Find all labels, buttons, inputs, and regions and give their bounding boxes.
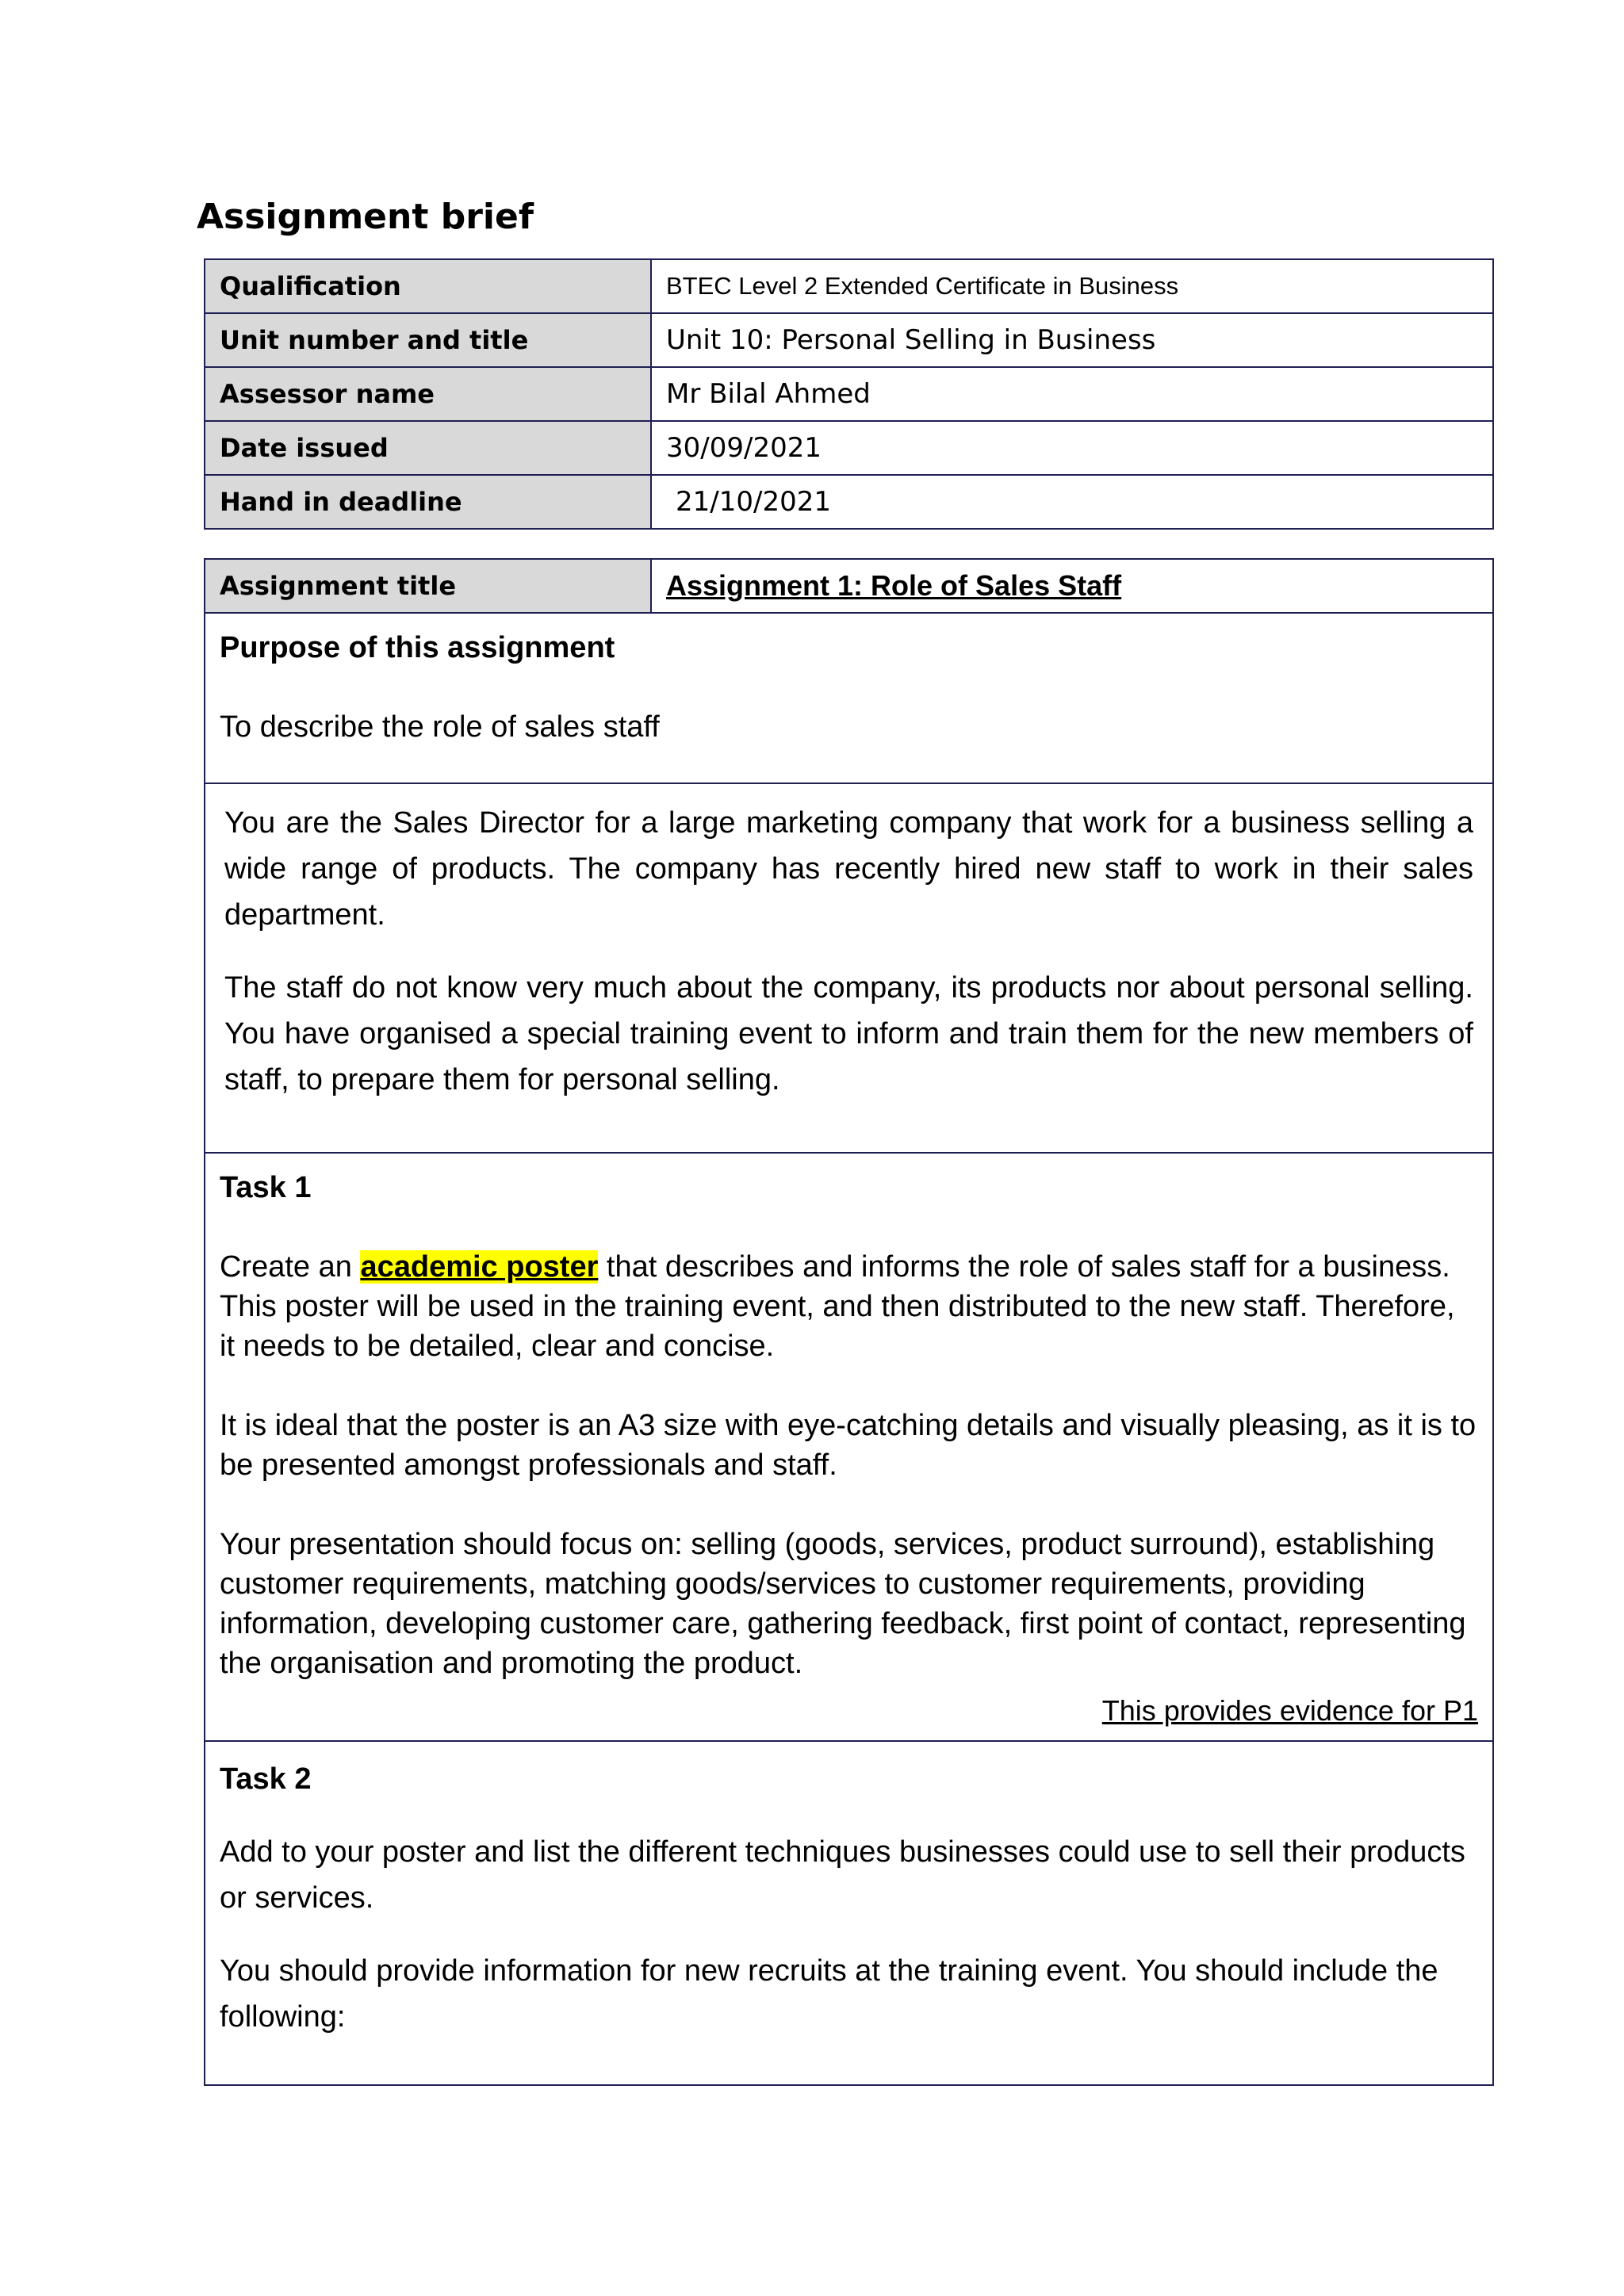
task2-paragraph: You should provide information for new recruits at the training event. You should include the following:: [220, 1954, 1438, 2034]
table-row: [205, 475, 1493, 529]
task1-intro-after: that describes and informs the role of sales staff for a business. This poster will be used in the training event, and then distributed to the new staff. Therefore, it needs to be detailed, clear and concise.: [220, 1250, 1455, 1363]
task1-paragraph: Your presentation should focus on: selling (goods, services, product surround), establishing customer requirements, matching goods/services to customer requirements, providing information, developing customer care, gathering feedback, first point of contact, representing the organisation and promoting the product.: [220, 1528, 1466, 1680]
table-row: [205, 613, 1493, 783]
qualification-label: Qualification: [205, 259, 651, 313]
purpose-cell: [205, 613, 1493, 783]
qualification-value: BTEC Level 2 Extended Certificate in Business: [651, 259, 1493, 313]
unit-value: Unit 10: Personal Selling in Business: [651, 313, 1493, 367]
scenario-cell: [205, 783, 1493, 1153]
table-row: [205, 559, 1493, 613]
table-row: [205, 783, 1493, 1153]
task1-paragraph: It is ideal that the poster is an A3 size with eye-catching details and visually pleasing, as it is to be presented amongst professionals and staff.: [220, 1409, 1477, 1482]
task2-paragraph: Add to your poster and list the different techniques businesses could use to sell their products or services.: [220, 1835, 1465, 1915]
table-row: [205, 421, 1493, 475]
assignment-title-cell: [651, 559, 1493, 613]
page-title: Assignment brief: [197, 197, 534, 237]
evidence-note: This provides evidence for P1: [1101, 1694, 1478, 1727]
table-row: [205, 1741, 1493, 2085]
table-row: [205, 259, 1493, 313]
assignment-table: [204, 558, 1494, 2086]
task1-cell: [205, 1153, 1493, 1741]
deadline-value: 21/10/2021: [651, 475, 1493, 529]
scenario-paragraph: The staff do not know very much about the company, its products nor about personal selling. You have organised a special training event to inform and train them for the new members of staff, to prepare them for personal selling.: [224, 971, 1473, 1096]
task2-heading: Task 2: [220, 1762, 312, 1796]
spacer: [220, 668, 1478, 707]
unit-label: Unit number and title: [205, 313, 651, 367]
assignment-title-value: Assignment 1: Role of Sales Staff: [666, 569, 1122, 602]
purpose-text: To describe the role of sales staff: [220, 710, 660, 744]
highlighted-term: academic poster: [360, 1250, 599, 1284]
deadline-label: Hand in deadline: [205, 475, 651, 529]
assignment-title-label: Assignment title: [205, 559, 651, 613]
table-row: [205, 313, 1493, 367]
task1-intro-before: Create an: [220, 1250, 361, 1284]
assessor-value: Mr Bilal Ahmed: [651, 367, 1493, 421]
task1-heading: Task 1: [220, 1171, 312, 1204]
table-row: [205, 1153, 1493, 1741]
date-issued-label: Date issued: [205, 421, 651, 475]
details-table: [204, 258, 1494, 530]
table-row: [205, 367, 1493, 421]
assessor-label: Assessor name: [205, 367, 651, 421]
scenario-paragraph: You are the Sales Director for a large marketing company that work for a business selling a wide range of products. The company has recently hired new staff to work in their sales department.: [224, 806, 1473, 932]
task1-intro: [220, 1247, 1478, 1366]
date-issued-value: 30/09/2021: [651, 421, 1493, 475]
purpose-heading: Purpose of this assignment: [220, 631, 615, 664]
task2-cell: [205, 1741, 1493, 2085]
